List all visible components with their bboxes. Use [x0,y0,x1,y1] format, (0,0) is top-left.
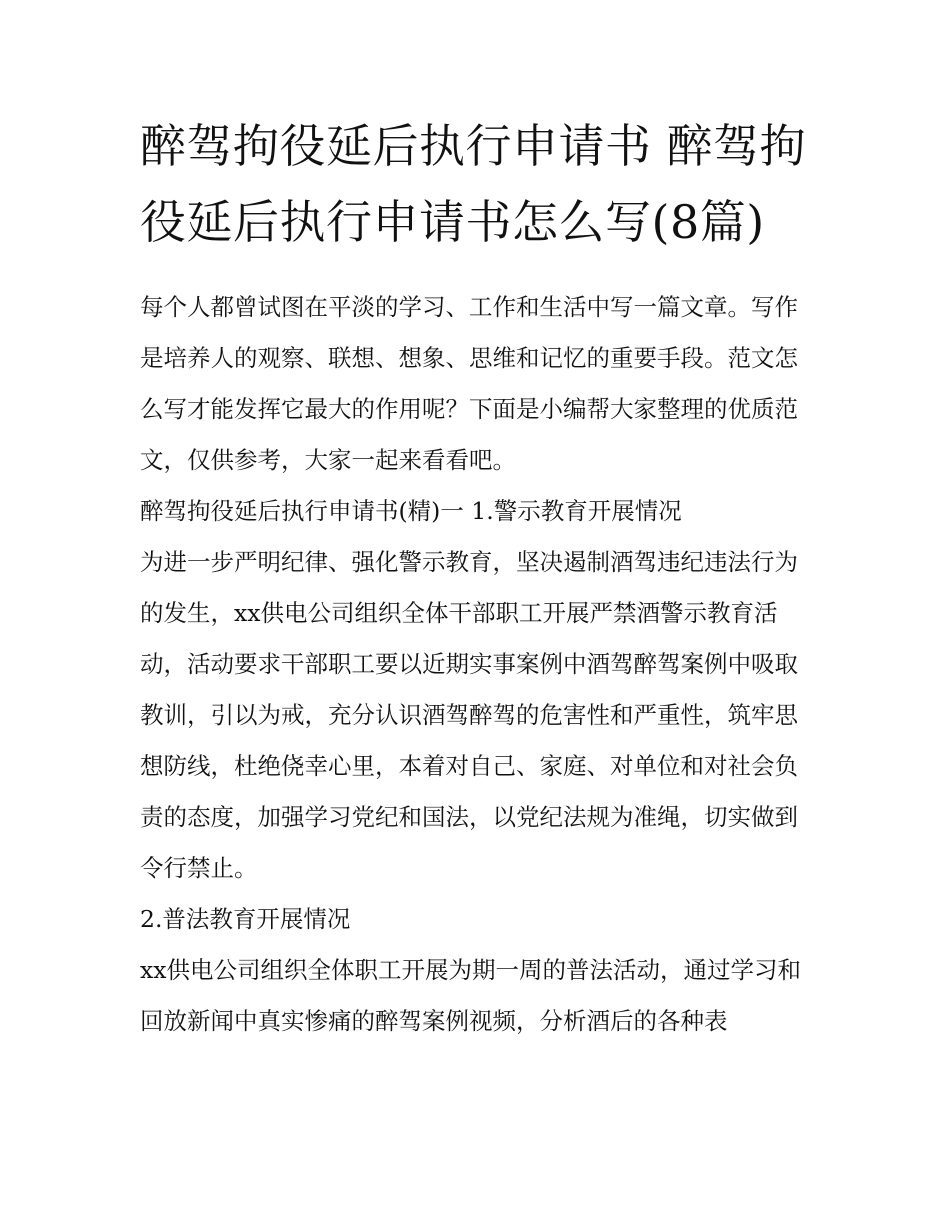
document-page [140,108,812,1047]
intro-paragraph: 每个人都曾试图在平淡的学习、工作和生活中写一篇文章。写作是培养人的观察、联想、想象、思维和记忆的重要手段。范文怎么写才能发挥它最大的作用呢？下面是小编帮大家整理的优质范文，仅供参考，大家一起来看看吧。 [140,293,798,474]
section-2-heading: 2.普法教育开展情况 [140,905,351,933]
section-1-heading: 醉驾拘役延后执行申请书(精)一 1.警示教育开展情况 [140,497,682,525]
section-2-paragraph: xx供电公司组织全体职工开展为期一周的普法活动，通过学习和回放新闻中真实惨痛的醉驾案例视频，分析酒后的各种表 [140,956,802,1035]
section-1-paragraph: 为进一步严明纪律、强化警示教育，坚决遏制酒驾违纪违法行为的发生，xx供电公司组织全体干部职工开展严禁酒警示教育活动，活动要求干部职工要以近期实事案例中酒驾醉驾案例中吸取教训，引以为戒，充分认识酒驾醉驾的危害性和严重性，筑牢思想防线，杜绝侥幸心里，本着对自己、家庭、对单位和对社会负责的态度，加强学习党纪和国法，以党纪法规为准绳，切实做到令行禁止。 [140,548,798,882]
document-title: 醉驾拘役延后执行申请书 醉驾拘役延后执行申请书怎么写(8篇) [140,119,807,249]
document-body [140,282,812,1047]
